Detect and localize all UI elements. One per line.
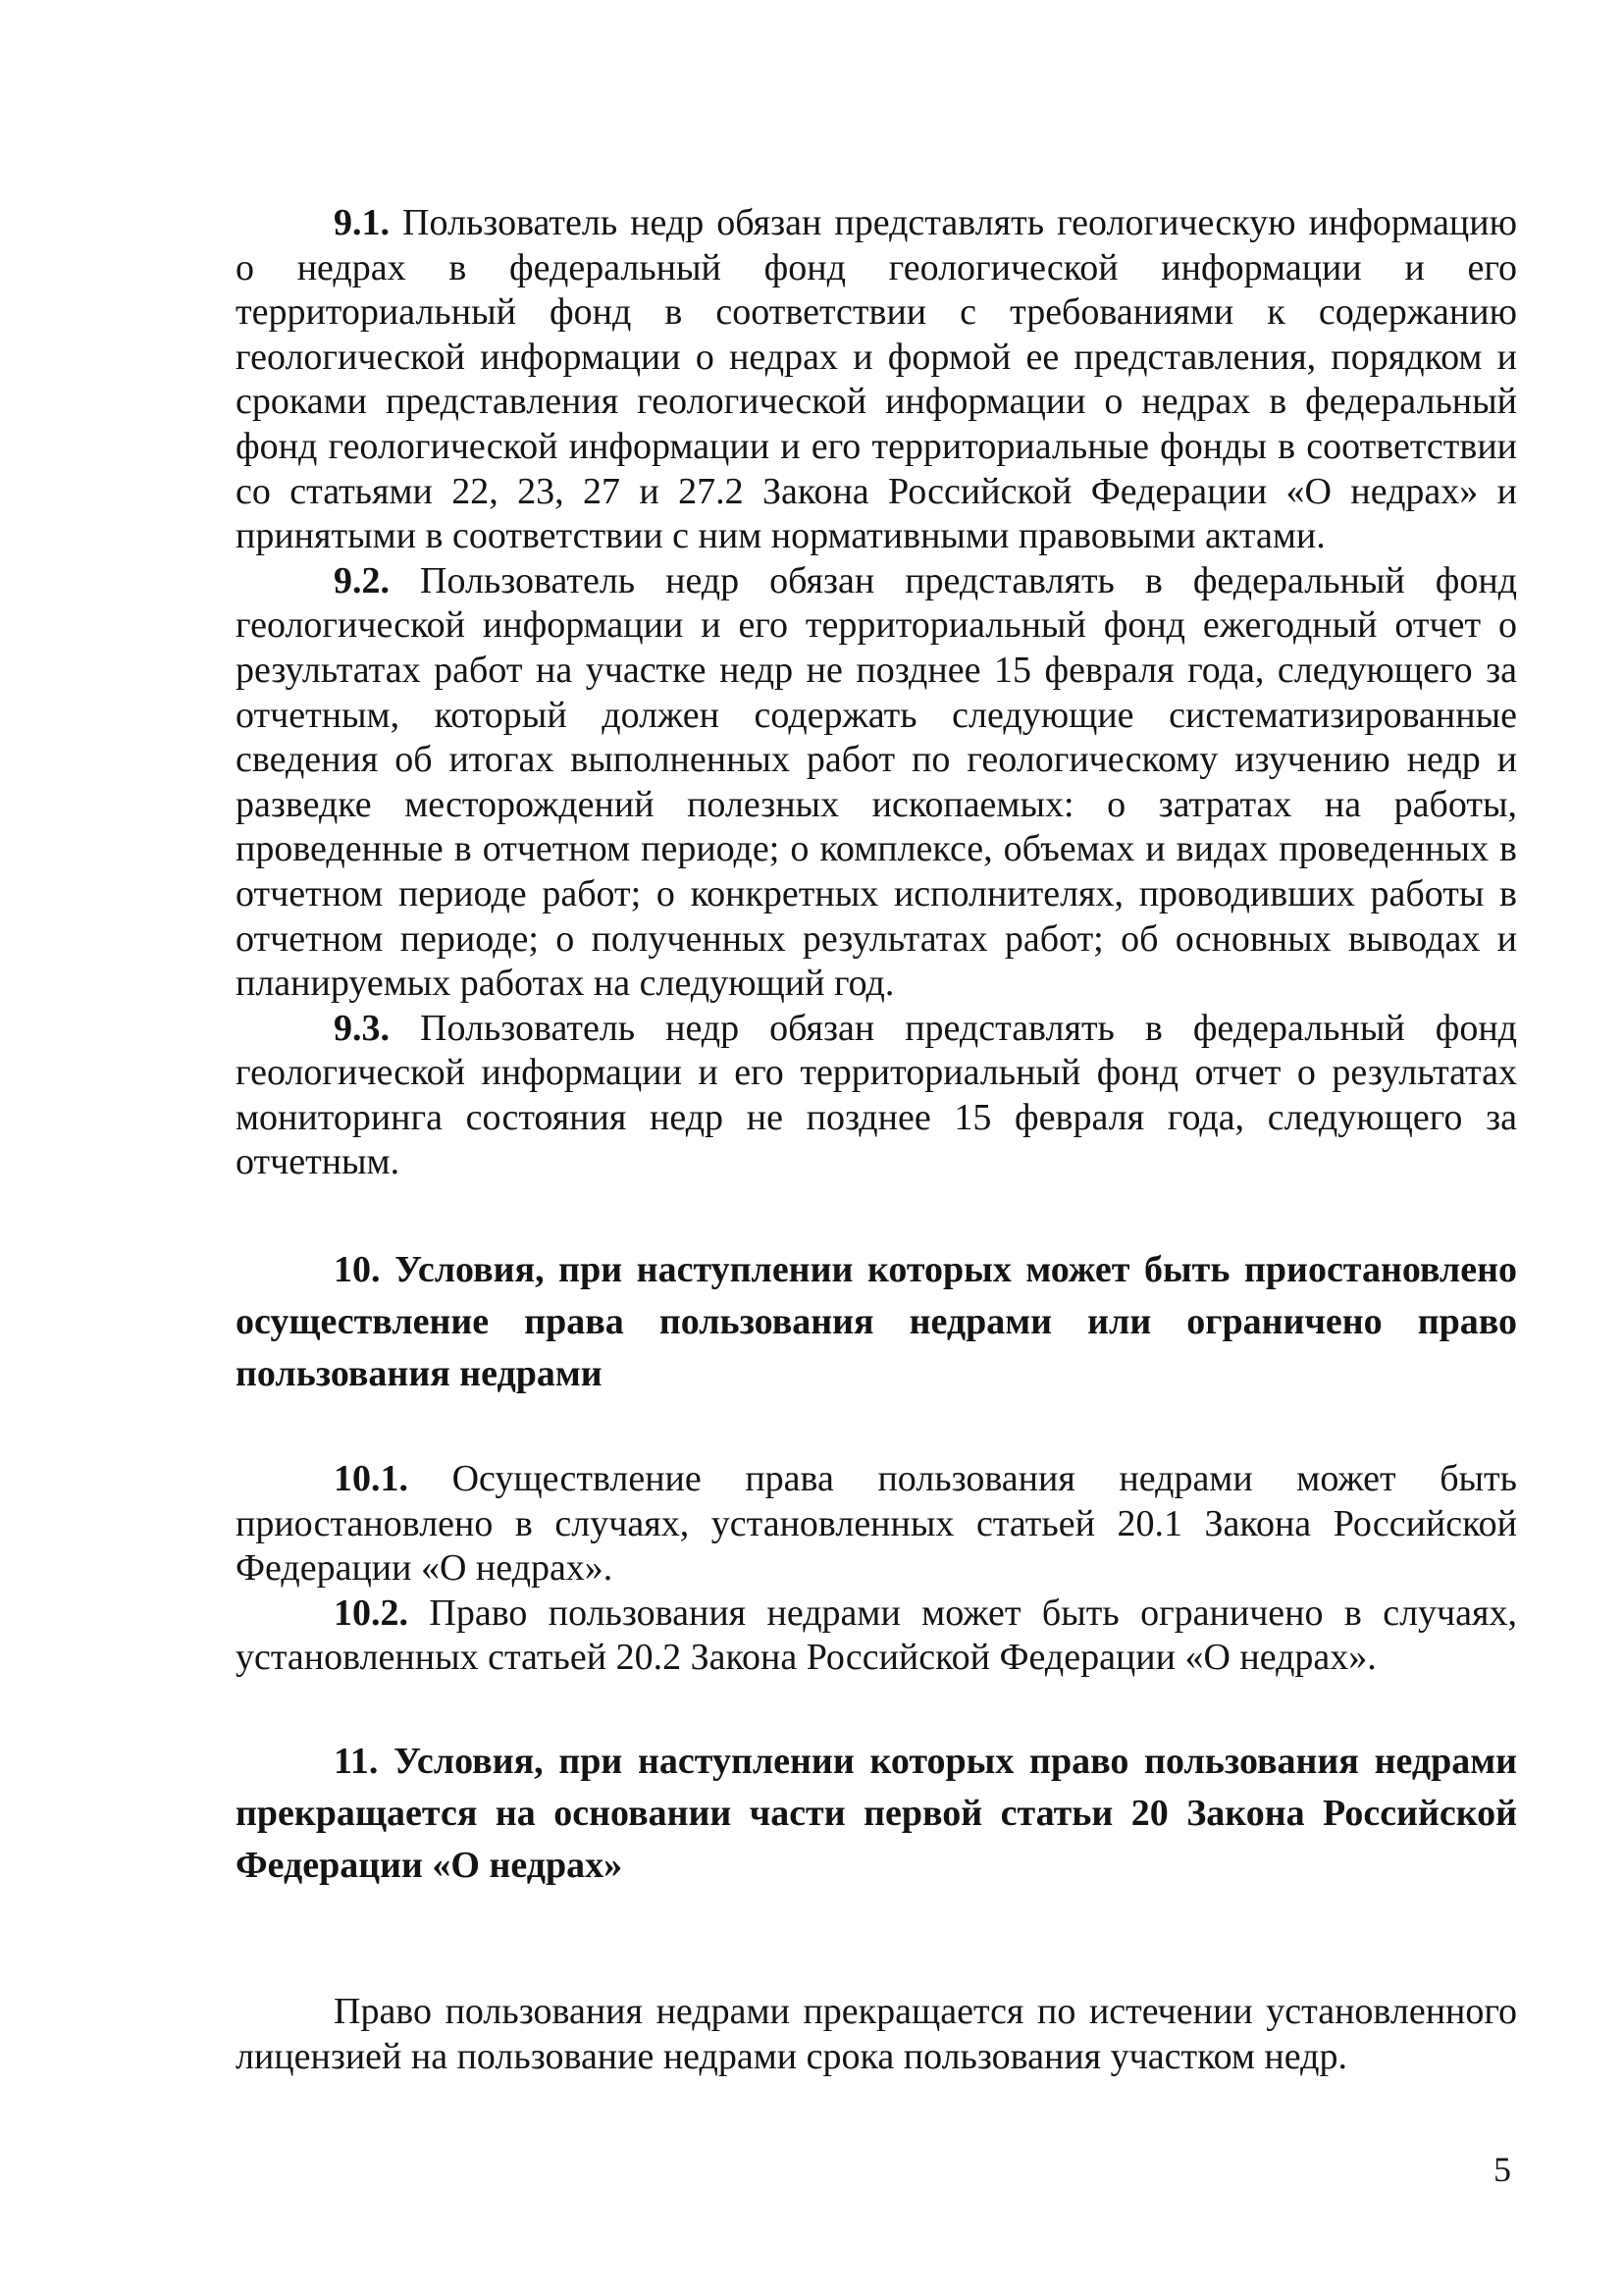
clause-text: Осуществление права пользования недрами может быть приостановлено в случаях, установленных статьей 20.1 Закона Российской Федерации «О недрах».	[236, 1458, 1517, 1590]
clause-text: Право пользования недрами может быть ограничено в случаях, установленных статьей 20.2 Закона Российской Федерации «О недрах».	[236, 1592, 1517, 1679]
clause-number: 10.2.	[334, 1592, 408, 1634]
clause-9-2	[236, 559, 1517, 1007]
clause-text: Пользователь недр обязан представлять геологическую информацию о недрах в федеральный фонд геологической информации и его территориальный фонд в соответствии с требованиями к содержанию геологической информации о недрах и формой ее представления, порядком и сроками представления геологической информации о недрах в федеральный фонд геологической информации и его территориальные фонды в соответствии со статьями 22, 23, 27 и 27.2 Закона Российской Федерации «О недрах» и принятыми в соответствии с ним нормативными правовыми актами.	[236, 202, 1517, 557]
document-page	[236, 201, 1517, 2079]
clause-9-1	[236, 201, 1517, 559]
clause-number: 10.1.	[334, 1458, 408, 1500]
clause-number: 9.2.	[334, 559, 390, 601]
clause-10-2	[236, 1592, 1517, 1681]
section-11-heading: 11. Условия, при наступлении которых право пользования недрами прекращается на основании части первой статьи 20 Закона Российской Федерации «О недрах»	[236, 1741, 1517, 1887]
section-11-body: Право пользования недрами прекращается по истечении установленного лицензией на пользование недрами срока пользования участком недр.	[236, 1991, 1517, 2077]
clause-number: 9.3.	[334, 1007, 390, 1049]
page-number: 5	[1493, 2150, 1511, 2189]
section-10-heading: 10. Условия, при наступлении которых может быть приостановлено осуществление права пользования недрами или ограничено право пользования недрами	[236, 1249, 1517, 1395]
clause-10-1	[236, 1457, 1517, 1592]
clause-9-3	[236, 1007, 1517, 1185]
clause-text: Пользователь недр обязан представлять в федеральный фонд геологической информации и его территориальный фонд ежегодный отчет о результатах работ на участке недр не позднее 15 февраля года, следующего за отчетным, который должен содержать следующие систематизированные сведения об итогах выполненных работ по геологическому изучению недр и разведке месторождений полезных ископаемых: о затратах на работы, проведенные в отчетном периоде; о комплексе, объемах и видах проведенных в отчетном периоде работ; о конкретных исполнителях, проводивших работы в отчетном периоде; о полученных результатах работ; об основных выводах и планируемых работах на следующий год.	[236, 559, 1517, 1005]
clause-number: 9.1.	[334, 202, 390, 243]
clause-text: Пользователь недр обязан представлять в федеральный фонд геологической информации и его территориальный фонд отчет о результатах мониторинга состояния недр не позднее 15 февраля года, следующего за отчетным.	[236, 1007, 1517, 1183]
